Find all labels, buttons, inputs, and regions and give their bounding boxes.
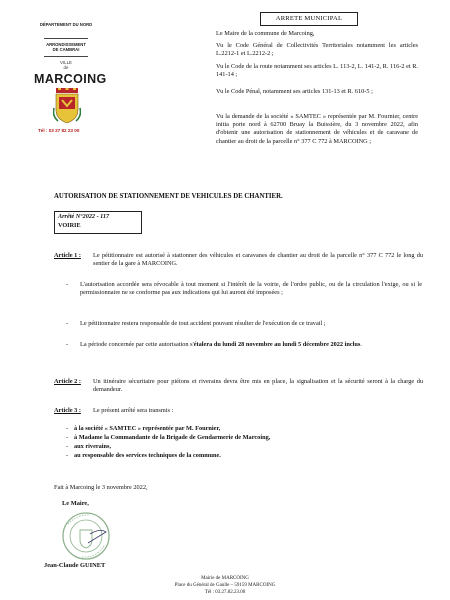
period-suffix: . (360, 341, 362, 348)
legal-reference: Vu le Code Général de Collectivités Territoriales notamment les articles L.2212-1 et L.2212-2 ; (216, 42, 418, 58)
article-3-label: Article 3 : (54, 407, 81, 414)
request-paragraph: Vu la demande de la société « SAMTEC » représentée par M. Fournier, centre initia porte nord à 62700 Bruay la Buissière, du 3 novembre 2022, afin d'obtenir une autorisation de stationnement de véhicules et de caravane de chantier au droit de la parcelle n° 377 C 772 à MARCOING ; (216, 113, 418, 145)
article-2-text: Un itinéraire sécuritaire pour piétons et riverains devra être mis en place, la signalisation et la sécurité seront à la charge du demandeur. (93, 378, 423, 394)
decree-number: Arrêté N°2022 - 117 (58, 213, 110, 220)
bullet-dash: - (66, 341, 69, 348)
signatory-name: Jean-Claude GUINET (44, 562, 106, 569)
article-1-condition: L'autorisation accordée sera révocable à tout moment si l'intérêt de la voirie, de l'ordre public, ou de la circulation l'exige, ou si le permissionnaire ne se conforme pas aux indications qui lui auront été imposées ; (80, 281, 422, 297)
article-2-label: Article 2 : (54, 378, 81, 385)
recipient-item: à Madame la Commandante de la Brigade de Gendarmerie de Marcoing, (74, 434, 271, 441)
period-dates: étalera du lundi 28 novembre au lundi 5 décembre 2022 inclus (193, 341, 361, 348)
place-date: Fait à Marcoing le 3 novembre 2022, (54, 484, 148, 491)
legal-reference: Vu le Code Pénal, notamment ses articles 131-13 et R. 610-5 ; (216, 88, 373, 95)
coat-of-arms-icon (53, 88, 81, 124)
recipient-item: aux riverains, (74, 443, 112, 450)
header-divider (44, 56, 88, 57)
arrondissement-line2: DE CAMBRAI (52, 47, 80, 52)
legal-reference: Vu le Code de la route notamment ses articles L. 113-2, L. 141-2, R. 116-2 et R. 141-14 ; (216, 63, 418, 79)
bullet-dash: - (66, 320, 69, 327)
ville-label: VILLE (60, 60, 72, 65)
bullet-dash: - (66, 452, 69, 459)
bullet-dash: - (66, 443, 69, 450)
de-label: de (63, 65, 69, 70)
bullet-dash: - (66, 425, 69, 432)
signatory-role: Le Maire, (62, 500, 89, 507)
arrondissement-line1: ARRONDISSEMENT (46, 42, 86, 47)
bullet-dash: - (66, 434, 69, 441)
footer-line: Place du Général de Gaulle – 59159 MARCOING (174, 583, 276, 588)
header-divider (44, 38, 88, 39)
article-3-text: Le présent arrêté sera transmis : (93, 407, 174, 414)
document-type-box: ARRETE MUNICIPAL (260, 12, 358, 26)
article-1-period (80, 341, 422, 349)
article-1-condition: Le pétitionnaire restera responsable de tout accident pouvant résulter de l'exécution de ce travail ; (80, 320, 326, 327)
article-1-text: Le pétitionnaire est autorisé à stationner des véhicules et caravanes de chantier au droit de la parcelle n° 377 C 772 le long du sentier de la gare à MARCOING. (93, 252, 423, 268)
footer-line: Mairie de MARCOING (201, 576, 249, 581)
bullet-dash: - (66, 281, 69, 288)
phone-number: Tél : 03 27 82 23 00 (38, 128, 80, 133)
town-name: MARCOING (34, 72, 107, 86)
period-prefix: La période concernée par cette autorisation s' (80, 341, 194, 348)
mairie-stamp-icon (60, 510, 112, 562)
decree-service: VOIRIE (58, 222, 81, 229)
document-title: AUTORISATION DE STATIONNEMENT DE VEHICULES DE CHANTIER. (54, 193, 283, 200)
department-label: DÉPARTEMENT DU NORD (39, 22, 93, 27)
mayor-line: Le Maire de la commune de Marcoing, (216, 30, 315, 37)
footer-line: Tél : 03.27.82.23.00 (204, 590, 246, 595)
article-1-label: Article 1 : (54, 252, 81, 259)
recipient-item: à la société « SAMTEC » représentée par M. Fournier, (74, 425, 221, 432)
recipient-item: au responsable des services techniques de la commune. (74, 452, 221, 459)
